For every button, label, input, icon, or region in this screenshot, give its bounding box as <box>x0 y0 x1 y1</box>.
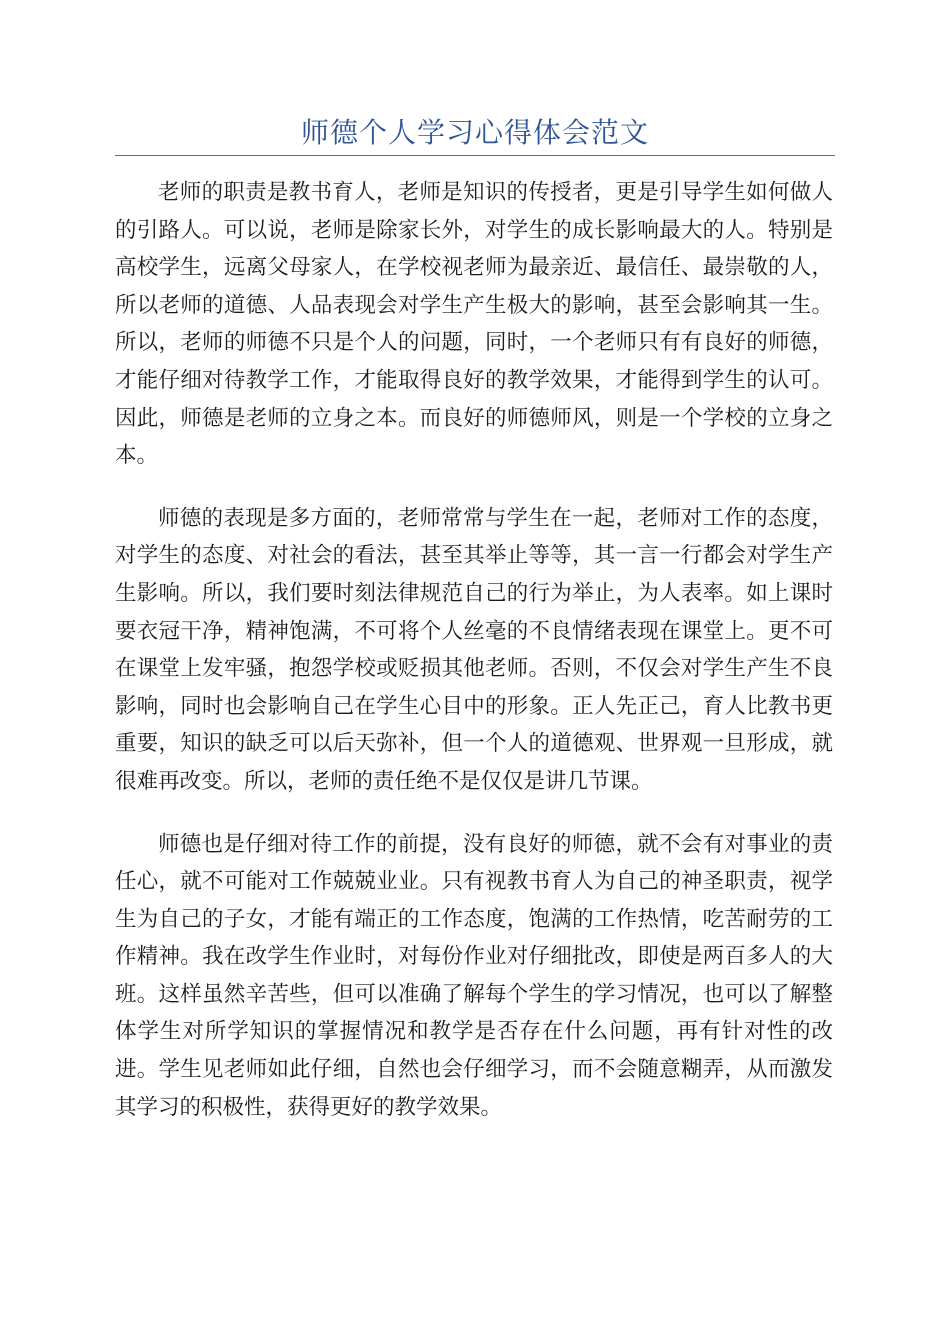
document-title: 师德个人学习心得体会范文 <box>300 116 649 149</box>
paragraph-2: 师德的表现是多方面的，老师常常与学生在一起，老师对工作的态度，对学生的态度、对社会的看法，甚至其举止等等，其一言一行都会对学生产生影响。所以，我们要时刻法律规范自己的行为举止，为人表率。如上课时要衣冠干净，精神饱满，不可将个人丝毫的不良情绪表现在课堂上。更不可在课堂上发牢骚，抱怨学校或贬损其他老师。否则，不仅会对学生产生不良影响，同时也会影响自己在学生心目中的形象。正人先正己，育人比教书更重要，知识的缺乏可以后天弥补，但一个人的道德观、世界观一旦形成，就很难再改变。所以，老师的责任绝不是仅仅是讲几节课。 <box>115 505 833 794</box>
paragraph-1: 老师的职责是教书育人，老师是知识的传授者，更是引导学生如何做人的引路人。可以说，老师是除家长外，对学生的成长影响最大的人。特别是高校学生，远离父母家人，在学校视老师为最亲近、最信任、最崇敬的人，所以老师的道德、人品表现会对学生产生极大的影响，甚至会影响其一生。所以，老师的师德不只是个人的问题，同时，一个老师只有有良好的师德，才能仔细对待教学工作，才能取得良好的教学效果，才能得到学生的认可。因此，师德是老师的立身之本。而良好的师德师风，则是一个学校的立身之本。 <box>115 180 833 469</box>
title-underline <box>115 155 835 156</box>
paragraph-3: 师德也是仔细对待工作的前提，没有良好的师德，就不会有对事业的责任心，就不可能对工作兢兢业业。只有视教书育人为自己的神圣职责，视学生为自己的子女，才能有端正的工作态度，饱满的工作热情，吃苦耐劳的工作精神。我在改学生作业时，对每份作业对仔细批改，即使是两百多人的大班。这样虽然辛苦些，但可以准确了解每个学生的学习情况，也可以了解整体学生对所学知识的掌握情况和教学是否存在什么问题，再有针对性的改进。学生见老师如此仔细，自然也会仔细学习，而不会随意糊弄，从而激发其学习的积极性，获得更好的教学效果。 <box>115 831 833 1120</box>
document-body <box>115 174 833 1151</box>
